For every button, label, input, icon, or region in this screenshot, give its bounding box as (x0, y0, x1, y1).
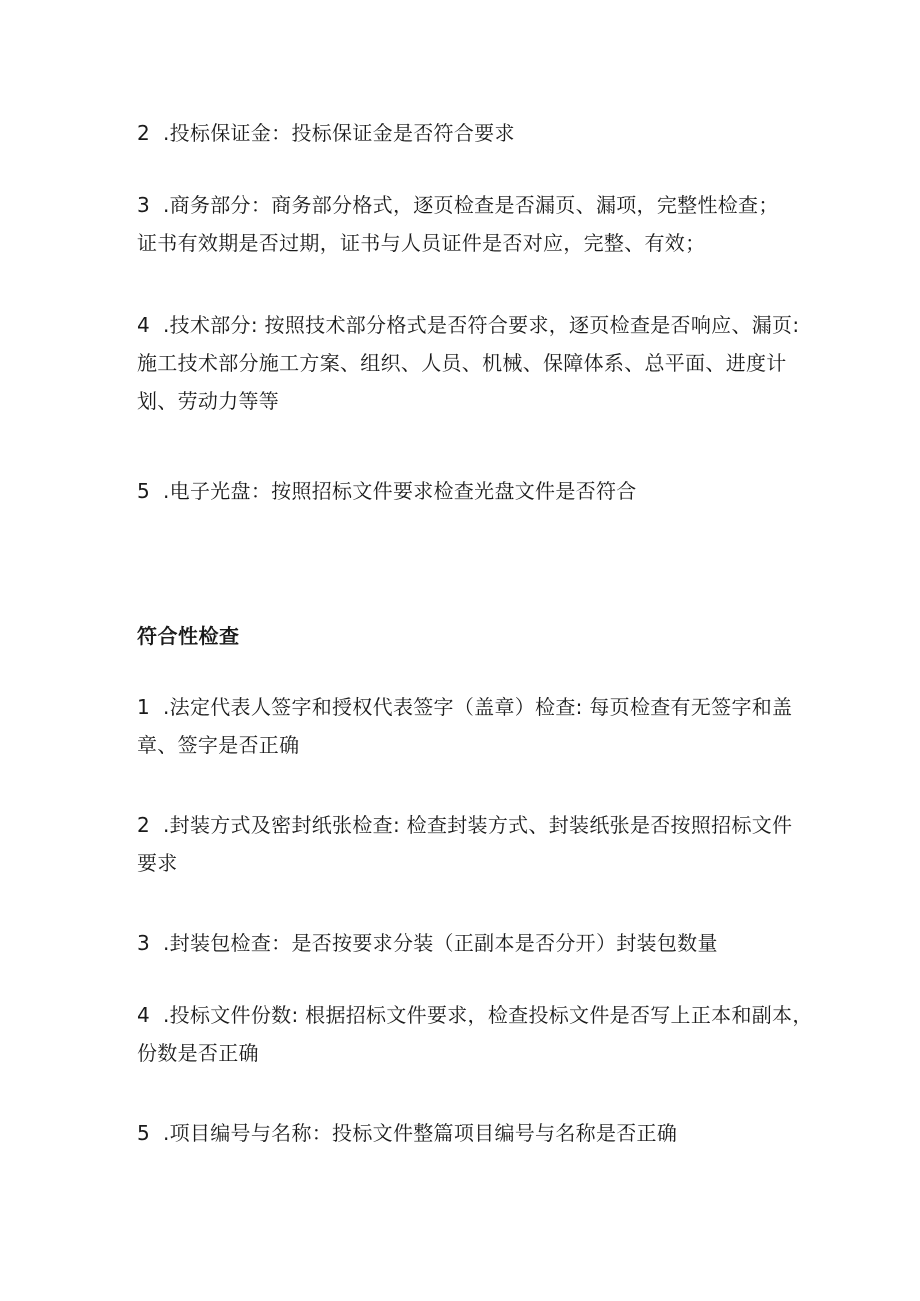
list-item-s2-2 (137, 806, 797, 882)
list-item-s2-5 (137, 1114, 797, 1152)
list-item-text: .封装方式及密封纸张检查: 检查封装方式、封装纸张是否按照招标文件 (163, 813, 793, 837)
list-item-s2-3 (137, 924, 797, 962)
list-item-text: .项目编号与名称：投标文件整篇项目编号与名称是否正确 (163, 1121, 678, 1145)
list-item-line (137, 844, 797, 882)
list-item-line (137, 224, 797, 262)
list-item-line (137, 186, 797, 224)
list-item-text: 证书有效期是否过期，证书与人员证件是否对应，完整、有效； (137, 231, 706, 255)
list-item-number: 5 (137, 479, 151, 503)
list-item-line (137, 924, 797, 962)
list-item-number: 4 (137, 313, 151, 337)
list-item-text: .技术部分: 按照技术部分格式是否符合要求，逐页检查是否响应、漏页: (163, 313, 800, 337)
list-item-line (137, 306, 800, 344)
list-item-number: 3 (137, 193, 151, 217)
list-item-text: 要求 (137, 851, 178, 875)
list-item-line (137, 114, 797, 152)
list-item-s1-3 (137, 186, 797, 262)
list-item-number: 2 (137, 813, 151, 837)
list-item-number: 1 (137, 695, 151, 719)
list-item-s2-1 (137, 688, 797, 764)
list-item-line (137, 382, 797, 420)
list-item-text: .电子光盘：按照招标文件要求检查光盘文件是否符合 (163, 479, 637, 503)
list-item-line (137, 472, 797, 510)
list-item-number: 2 (137, 121, 151, 145)
list-item-s1-4 (137, 306, 800, 420)
list-item-text: 份数是否正确 (137, 1041, 259, 1065)
list-item-line (137, 996, 813, 1034)
list-item-text: .投标文件份数: 根据招标文件要求，检查投标文件是否写上正本和副本， (163, 1003, 813, 1027)
list-item-s1-2 (137, 114, 797, 152)
list-item-line (137, 1034, 797, 1072)
list-item-text: .封装包检查：是否按要求分装（正副本是否分开）封装包数量 (163, 931, 718, 955)
list-item-text: .商务部分：商务部分格式，逐页检查是否漏页、漏项，完整性检查； (163, 193, 779, 217)
list-item-text: .法定代表人签字和授权代表签字（盖章）检查: 每页检查有无签字和盖 (163, 695, 793, 719)
list-item-s1-5 (137, 472, 797, 510)
list-item-line (137, 726, 797, 764)
list-item-line (137, 1114, 797, 1152)
list-item-number: 5 (137, 1121, 151, 1145)
list-item-line (137, 344, 797, 382)
list-item-s2-4 (137, 996, 813, 1072)
list-item-text: 划、劳动力等等 (137, 389, 280, 413)
list-item-text: 章、签字是否正确 (137, 733, 300, 757)
section-heading: 符合性检查 (137, 624, 240, 648)
list-item-number: 4 (137, 1003, 151, 1027)
list-item-line (137, 806, 797, 844)
list-item-number: 3 (137, 931, 151, 955)
list-item-text: .投标保证金：投标保证金是否符合要求 (163, 121, 515, 145)
list-item-line (137, 688, 797, 726)
list-item-text: 施工技术部分施工方案、组织、人员、机械、保障体系、总平面、进度计 (137, 351, 787, 375)
